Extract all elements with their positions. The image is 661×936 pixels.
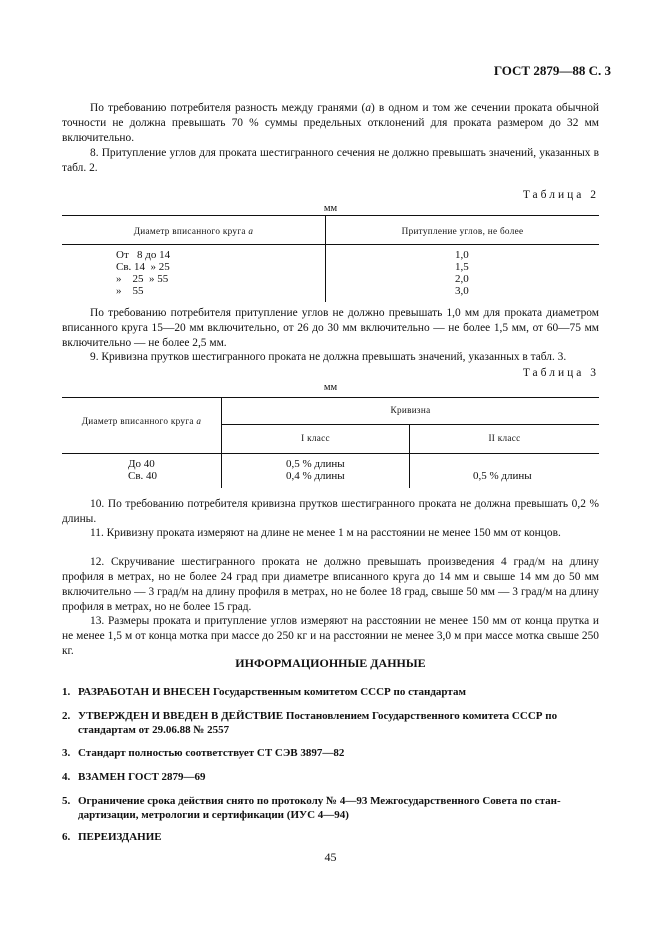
- table2-row-2-diameter: Св. 14 » 25: [116, 261, 170, 273]
- table2-units: мм: [323, 203, 338, 214]
- table3-row-2-class2: 0,5 % длины: [473, 470, 532, 482]
- info-section-title: ИНФОРМАЦИОННЫЕ ДАННЫЕ: [235, 656, 426, 670]
- info-item-5: 5. Ограничение срока действия снято по протоколу № 4—93 Межгосударственного Совета по стан- дартизации, метрологии и сертификации (ИУС 4—94): [62, 795, 561, 821]
- table3-col1-header: Диаметр вписанного круга а: [81, 416, 202, 426]
- table2-row-3-diameter: » 25 » 55: [116, 273, 169, 285]
- table3-group-rule: [222, 424, 599, 425]
- table3-sub1-header: I класс: [301, 433, 330, 443]
- table2-row-1-diameter: От 8 до 14: [116, 249, 171, 261]
- table2-col2-header: Притупление углов, не более: [401, 226, 524, 236]
- table3-group-header: Кривизна: [390, 405, 431, 415]
- info-item-6: 6. ПЕРЕИЗДАНИЕ: [62, 831, 162, 843]
- table2-col1-header: Диаметр вписанного круга а: [133, 226, 254, 236]
- table3-row-1-class1: 0,5 % длины: [286, 458, 345, 470]
- info-item-3: 3. Стандарт полностью соответствует СТ СЭВ 3897—82: [62, 747, 345, 759]
- info-item-4: 4. ВЗАМЕН ГОСТ 2879—69: [62, 771, 206, 783]
- paragraph-9: 9. Кривизна прутков шестигранного проката не должна превышать значений, указанных в табл. 3.: [90, 351, 567, 363]
- paragraph-bluntness-request: По требованию потребителя притупление углов не должно превышать 1,0 мм для проката диаметром вписанного круга 15—20 мм включительно, от 26 до 30 мм включительно — не более 1,5 мм, от 60—75 мм включительно — не более 2,5 мм.: [62, 307, 599, 349]
- table3-caption: Таблица 3: [522, 367, 599, 379]
- table3-row-2-diameter: Св. 40: [128, 470, 158, 482]
- table2-row-2-value: 1,5: [455, 261, 469, 273]
- paragraph-12: 12. Скручивание шестигранного проката не должно превышать произведения 4 град/м на длину профиля в метрах, но не более 24 град при диаметре вписанного круга до 14 мм и свыше 14 мм до 50 мм включительно — 3 град/м на длину профиля в метрах, но не более 18 град, свыше 50 мм — 3 град/м на длину профиля в метрах, но не более 15 град.: [62, 556, 599, 613]
- paragraph-11: 11. Кривизну проката измеряют на длине не менее 1 м на расстоянии не менее 150 мм от концов.: [90, 527, 561, 539]
- table2-header-rule: [62, 244, 599, 245]
- table3-units: мм: [323, 382, 338, 393]
- paragraph-8: 8. Притупление углов для проката шестигранного сечения не должно превышать значений, указанных в табл. 2.: [62, 147, 599, 174]
- table3-row-1-diameter: До 40: [128, 458, 155, 470]
- table2-row-3-value: 2,0: [455, 273, 469, 285]
- table2-caption: Таблица 2: [522, 189, 599, 201]
- table3-row-2-class1: 0,4 % длины: [286, 470, 345, 482]
- paragraph-face-difference: По требованию потребителя разность между гранями (а) в одном и том же сечении проката обычной точности не должна превышать 70 % суммы предельных отклонений для проката размером до 32 мм включительно.: [62, 102, 599, 144]
- table2-row-4-diameter: » 55: [116, 285, 144, 297]
- info-item-2: 2. УТВЕРЖДЕН И ВВЕДЕН В ДЕЙСТВИЕ Постановлением Государственного комитета СССР по стандартам от 29.06.88 № 2557: [62, 710, 558, 736]
- table3-sub2-header: II класс: [488, 433, 521, 443]
- table2-row-4-value: 3,0: [455, 285, 469, 297]
- page-number: 45: [324, 850, 337, 864]
- standard-header: ГОСТ 2879—88 С. 3: [493, 63, 611, 78]
- paragraph-13: 13. Размеры проката и притупление углов измеряют на расстоянии не менее 150 мм от конца прутка и не менее 1,5 м от конца мотка при массе до 250 кг и на расстоянии не менее 3,0 м при массе мотка свыше 250 кг.: [62, 615, 599, 657]
- table2-row-1-value: 1,0: [455, 249, 469, 261]
- table2-top-rule: [62, 215, 599, 216]
- paragraph-10: 10. По требованию потребителя кривизна прутков шестигранного проката не должна превышать 0,2 % длины.: [62, 498, 599, 525]
- info-item-1: 1. РАЗРАБОТАН И ВНЕСЕН Государственным комитетом СССР по стандартам: [62, 686, 466, 698]
- table3-top-rule: [62, 397, 599, 398]
- table3-header-rule: [62, 453, 599, 454]
